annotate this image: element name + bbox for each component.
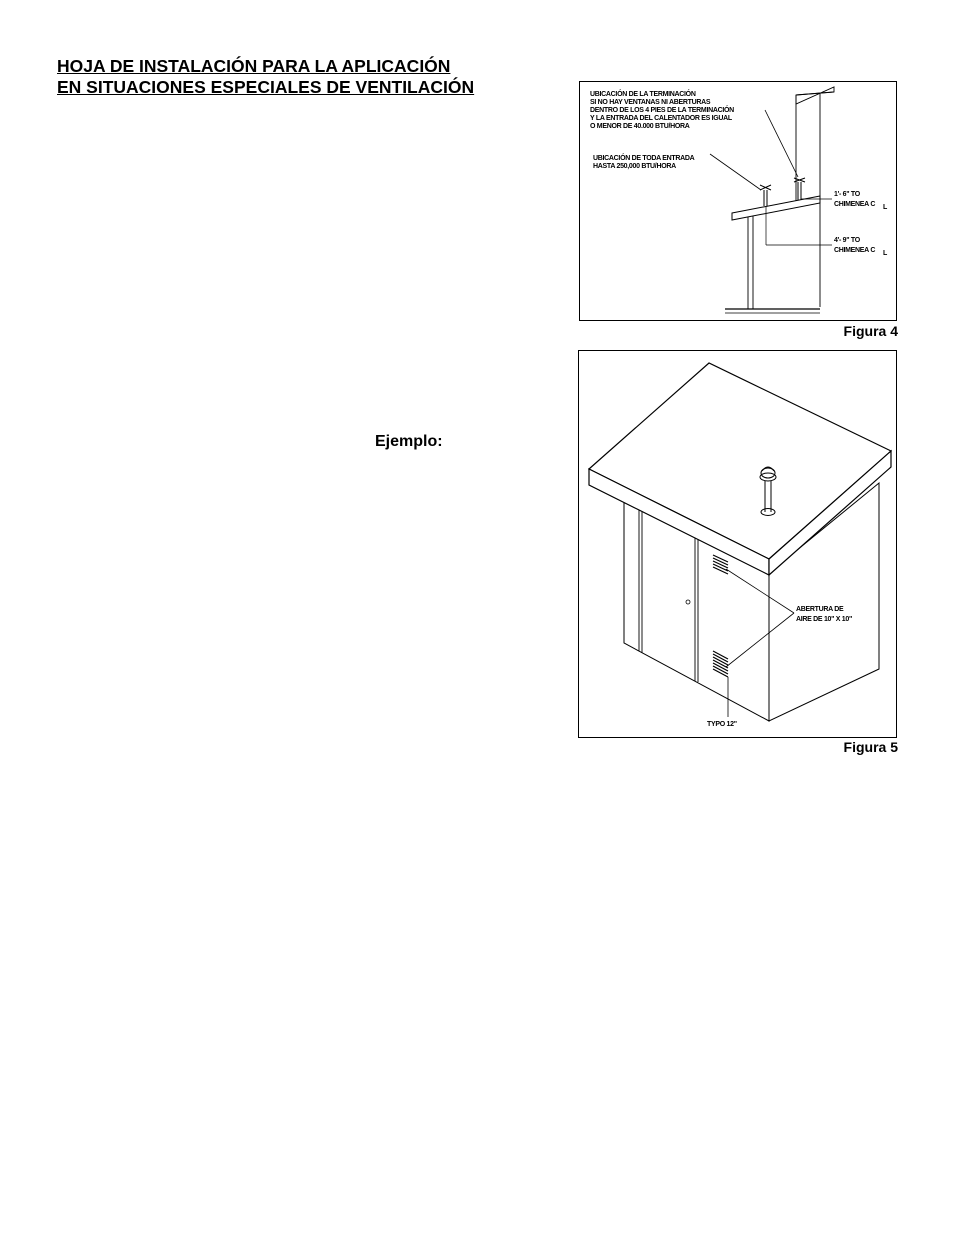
fig4-callout-termination-4: Y LA ENTRADA DEL CALENTADOR ES IGUAL	[590, 115, 732, 122]
fig4-callout-inlet-2: HASTA 250,000 BTU/HORA	[593, 163, 676, 170]
fig4-dim-upper-1: 1'- 6" TO	[834, 191, 860, 198]
fig4-leader-termination	[765, 110, 798, 177]
figure-5-caption: Figura 5	[843, 739, 898, 755]
figure-5-drawing	[578, 350, 897, 738]
fig4-callout-termination-2: SI NO HAY VENTANAS NI ABERTURAS	[590, 99, 711, 106]
fig4-callout-termination-1: UBICACIÓN DE LA TERMINACIÓN	[590, 91, 696, 98]
title-line-1: HOJA DE INSTALACIÓN PARA LA APLICACIÓN	[57, 56, 451, 76]
fig4-callout-inlet-1: UBICACIÓN DE TODA ENTRADA	[593, 155, 695, 162]
fig4-leader-inlet	[710, 154, 761, 190]
fig4-dim-lower-1: 4'- 9" TO	[834, 237, 860, 244]
fig4-callout-termination-3: DENTRO DE LOS 4 PIES DE LA TERMINACIÓN	[590, 107, 734, 114]
fig4-dim-lower-sub: L	[883, 250, 887, 257]
fig4-callout-termination-5: O MENOR DE 40.000 BTU/HORA	[590, 123, 690, 130]
example-label: Ejemplo:	[375, 433, 443, 450]
fig4-dim-lower-2: CHIMENEA C	[834, 247, 876, 254]
figure-4-svg	[580, 82, 898, 322]
page-title	[57, 56, 474, 98]
fig5-callout-opening-2: AIRE DE 10" X 10"	[796, 616, 853, 623]
figure-4-drawing	[579, 81, 897, 321]
fig4-chimney-cap	[796, 87, 834, 104]
fig4-dim-upper-sub: L	[883, 204, 887, 211]
fig5-callout-typ: TYPO 12"	[707, 721, 737, 728]
fig5-callout-opening-1: ABERTURA DE	[796, 606, 844, 613]
fig4-dim-upper-2: CHIMENEA C	[834, 201, 876, 208]
fig4-roof	[732, 196, 820, 220]
fig4-vent-inlet	[760, 185, 771, 206]
figure-4-caption: Figura 4	[843, 323, 898, 339]
figure-5-svg	[579, 351, 898, 739]
title-line-2: EN SITUACIONES ESPECIALES DE VENTILACIÓN	[57, 77, 475, 97]
